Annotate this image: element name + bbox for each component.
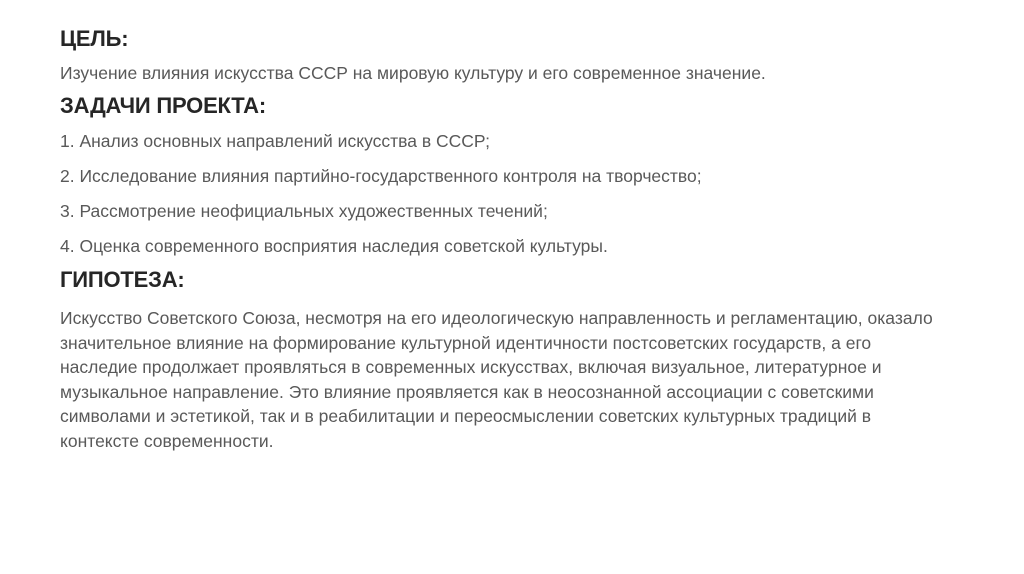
task-item-3: 3. Рассмотрение неофициальных художественных течений; [60, 201, 548, 221]
goal-text: Изучение влияния искусства СССР на мировую культуру и его современное значение. [60, 63, 766, 83]
hypothesis-heading: ГИПОТЕЗА: [60, 267, 185, 292]
task-item-4: 4. Оценка современного восприятия наследия советской культуры. [60, 236, 608, 256]
tasks-list [60, 130, 984, 257]
goal-heading: ЦЕЛЬ: [60, 26, 129, 51]
task-item-2: 2. Исследование влияния партийно-государственного контроля на творчество; [60, 166, 702, 186]
task-item-1: 1. Анализ основных направлений искусства в СССР; [60, 131, 491, 151]
hypothesis-text: Искусство Советского Союза, несмотря на его идеологическую направленность и регламентацию, оказало значительное влияние на формирование культурной идентичности постсоветских государств, а его наследие продолжает проявляться в современных искусствах, включая визуальное, литературное и музыкальное направление. Это влияние проявляется как в неосознанной ассоциации с советскими символами и эстетикой, так и в реабилитации и переосмыслении советских культурных традиций в контексте современности. [60, 308, 933, 451]
tasks-heading: ЗАДАЧИ ПРОЕКТА: [60, 93, 266, 118]
